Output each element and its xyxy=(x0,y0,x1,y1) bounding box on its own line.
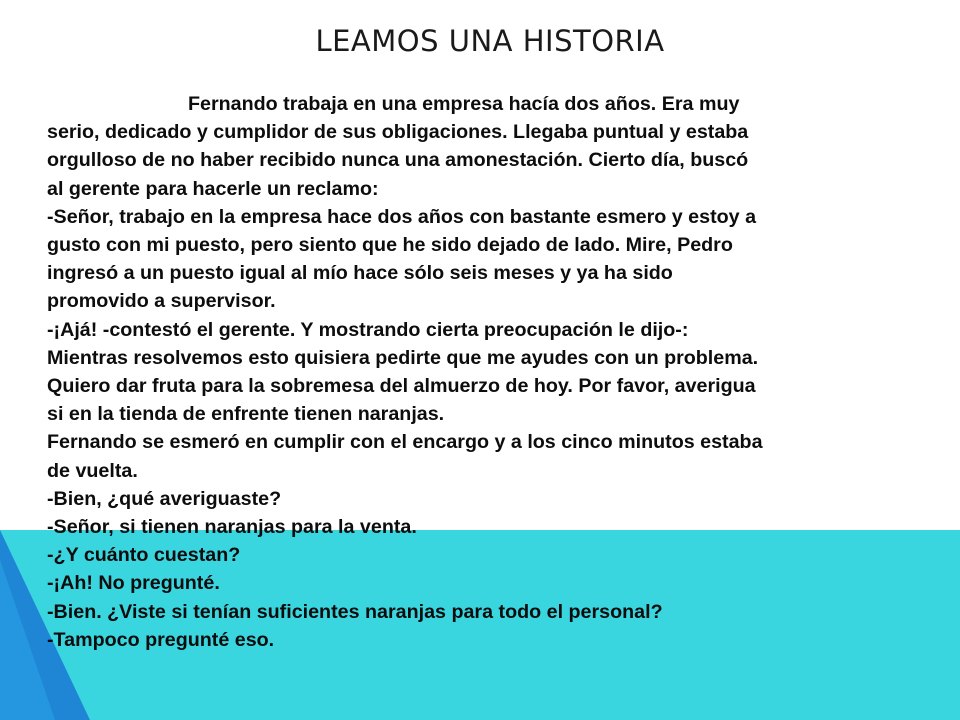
story-line: Quiero dar fruta para la sobremesa del almuerzo de hoy. Por favor, averigua xyxy=(47,375,756,398)
story-line: -Bien. ¿Viste si tenían suficientes naranjas para todo el personal? xyxy=(47,600,663,623)
story-line: si en la tienda de enfrente tienen naranjas. xyxy=(47,403,445,426)
story-line: ingresó a un puesto igual al mío hace sólo seis meses y ya ha sido xyxy=(47,262,673,285)
story-line: -Señor, si tienen naranjas para la venta. xyxy=(47,516,417,539)
slide-title: LEAMOS UNA HISTORIA xyxy=(315,24,665,58)
story-line: -¿Y cuánto cuestan? xyxy=(47,544,241,567)
story-line: de vuelta. xyxy=(47,459,138,482)
story-line: Fernando trabaja en una empresa hacía dos años. Era muy xyxy=(188,93,740,115)
story-line: al gerente para hacerle un reclamo: xyxy=(47,177,379,200)
story-line: orgulloso de no haber recibido nunca una amonestación. Cierto día, buscó xyxy=(47,149,749,172)
story-text xyxy=(47,90,927,654)
story-line: Fernando se esmeró en cumplir con el encargo y a los cinco minutos estaba xyxy=(47,431,763,454)
story-line: serio, dedicado y cumplidor de sus obligaciones. Llegaba puntual y estaba xyxy=(47,121,749,144)
story-line: -Señor, trabajo en la empresa hace dos años con bastante esmero y estoy a xyxy=(47,205,757,228)
story-line: -Bien, ¿qué averiguaste? xyxy=(47,487,282,510)
story-line: gusto con mi puesto, pero siento que he sido dejado de lado. Mire, Pedro xyxy=(47,234,733,257)
story-line: -¡Ajá! -contestó el gerente. Y mostrando cierta preocupación le dijo-: xyxy=(47,318,689,341)
story-line: promovido a supervisor. xyxy=(47,290,276,313)
story-line: -Tampoco pregunté eso. xyxy=(47,628,275,651)
story-line: -¡Ah! No pregunté. xyxy=(47,572,220,595)
story-line: Mientras resolvemos esto quisiera pedirte que me ayudes con un problema. xyxy=(47,346,759,369)
